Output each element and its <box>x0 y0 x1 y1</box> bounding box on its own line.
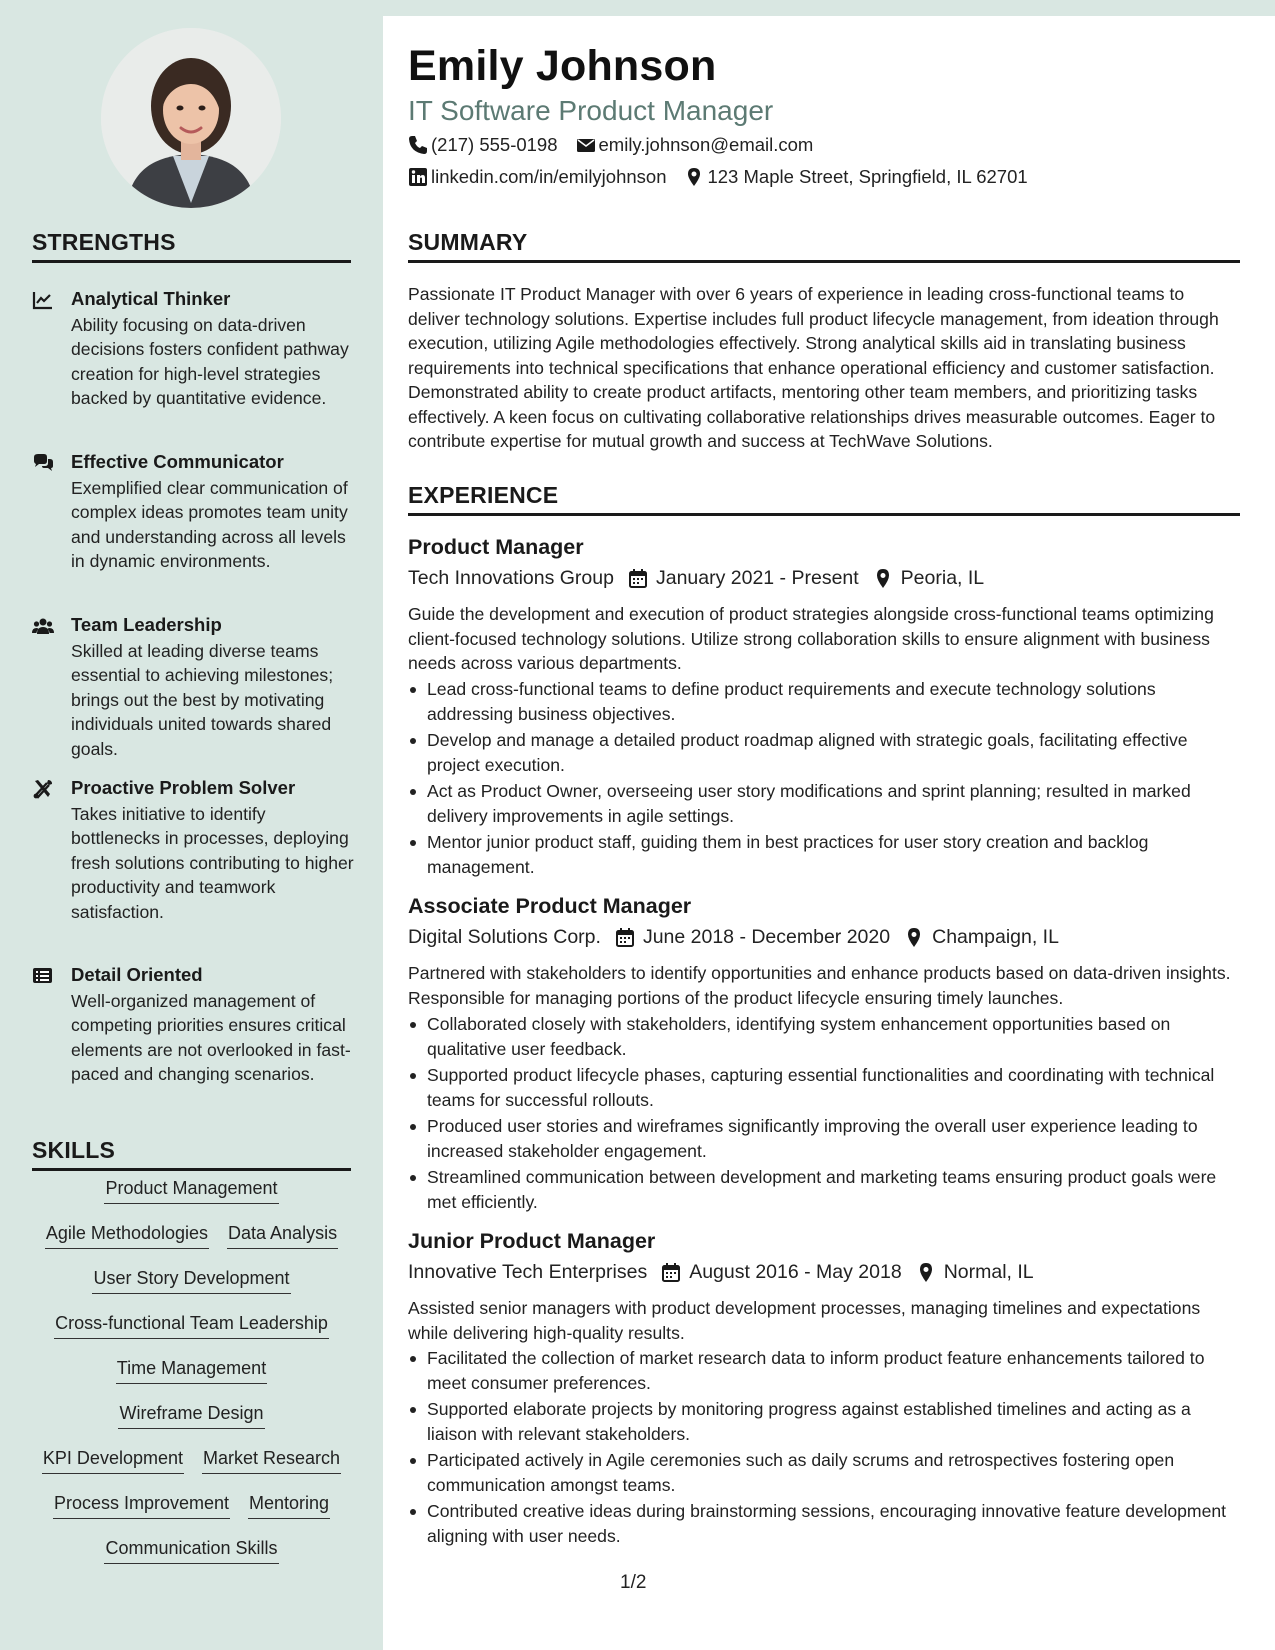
strength-desc: Well-organized management of competing priorities ensures critical elements are not overlooked in fast-paced and changing scenarios. <box>71 991 351 1085</box>
phone-text: (217) 555-0198 <box>431 134 558 155</box>
users-icon <box>32 616 54 636</box>
job-summary: Assisted senior managers with product development processes, managing timelines and expectations while delivering high-quality results. <box>408 1298 1201 1343</box>
bullet-item: Contributed creative ideas during brainstorming sessions, encouraging innovative feature development aligning with user needs. <box>408 1499 1240 1548</box>
strengths-heading: STRENGTHS <box>32 229 351 263</box>
summary-heading: SUMMARY <box>408 229 1240 263</box>
bullet-item: Supported product lifecycle phases, capturing essential functionalities and coordinating with technical teams for successful rollouts. <box>408 1063 1240 1112</box>
email-text: emily.johnson@email.com <box>598 134 814 155</box>
strength-title: Detail Oriented <box>71 964 203 985</box>
strength-desc: Takes initiative to identify bottlenecks in processes, deploying fresh solutions contributing to higher productivity and teamwork satisfaction. <box>71 804 354 922</box>
bullet-item: Supported elaborate projects by monitoring progress against established timelines and acting as a liaison with relevant stakeholders. <box>408 1397 1240 1446</box>
job-dates: August 2016 - May 2018 <box>689 1261 902 1283</box>
skill-tag: Mentoring <box>248 1492 330 1519</box>
linkedin-icon <box>408 167 428 187</box>
job-company: Tech Innovations Group <box>408 567 614 589</box>
strength-title: Effective Communicator <box>71 451 284 472</box>
tools-icon <box>32 779 54 799</box>
bullet-item: Act as Product Owner, overseeing user story modifications and sprint planning; resulted in marked delivery improvements in agile settings. <box>408 779 1240 828</box>
job-location: Normal, IL <box>943 1261 1034 1283</box>
location-pin-icon <box>916 1262 936 1283</box>
skill-tag: Process Improvement <box>53 1492 230 1519</box>
bullet-item: Collaborated closely with stakeholders, identifying system enhancement opportunities based on qualitative user feedback. <box>408 1012 1240 1061</box>
job-company: Innovative Tech Enterprises <box>408 1261 648 1283</box>
skill-tag: Wireframe Design <box>118 1402 264 1429</box>
job-dates: June 2018 - December 2020 <box>642 926 891 948</box>
page-number: 1/2 <box>620 1572 647 1593</box>
skill-tag: Cross-functional Team Leadership <box>54 1312 329 1339</box>
skill-tag: Market Research <box>202 1447 341 1474</box>
bullet-item: Streamlined communication between development and marketing teams ensuring product goals were met efficiently. <box>408 1165 1240 1214</box>
bullet-item: Develop and manage a detailed product roadmap aligned with strategic goals, facilitating effective project execution. <box>408 728 1240 777</box>
skills-heading: SKILLS <box>32 1137 351 1171</box>
candidate-name: Emily Johnson <box>408 42 717 90</box>
job-role: Associate Product Manager <box>408 894 692 918</box>
phone-icon <box>408 135 428 155</box>
job-location: Peoria, IL <box>900 567 985 589</box>
skill-tag: KPI Development <box>42 1447 184 1474</box>
email-icon <box>576 135 596 155</box>
job-role: Junior Product Manager <box>408 1229 656 1253</box>
sidebar <box>0 0 383 1650</box>
job-bullets <box>408 1012 1240 1216</box>
job-role: Product Manager <box>408 535 584 559</box>
strength-title: Team Leadership <box>71 614 222 635</box>
location-pin-icon <box>684 167 704 187</box>
candidate-title: IT Software Product Manager <box>408 95 774 126</box>
job-meta <box>408 567 984 590</box>
strength-desc: Ability focusing on data-driven decisions fosters confident pathway creation for high-level strategies backed by quantitative evidence. <box>71 315 349 409</box>
job-location: Champaign, IL <box>932 926 1059 948</box>
summary-text: Passionate IT Product Manager with over 6 years of experience in leading cross-functional teams to deliver technology solutions. Expertise includes full product lifecycle management, from ideation through execution, utilizing Agile methodologies effectively. Strong analytical skills aid in translating business requirements into technical specifications that enhance operational efficiency and customer satisfaction. Demonstrated ability to create product artifacts, mentoring other team members, and prioritizing tasks effectively. A keen focus on cultivating collaborative relationships drives measurable outcomes. Eager to contribute expertise for mutual growth and success at TechWave Solutions. <box>408 284 1219 451</box>
job-company: Digital Solutions Corp. <box>408 926 601 948</box>
skill-tag: Product Management <box>104 1177 278 1204</box>
calendar-icon <box>661 1262 681 1283</box>
bullet-item: Participated actively in Agile ceremonies such as daily scrums and retrospectives fostering open communication amongst teams. <box>408 1448 1240 1497</box>
job-bullets <box>408 677 1240 881</box>
skill-tag: User Story Development <box>92 1267 290 1294</box>
job-dates: January 2021 - Present <box>655 567 859 589</box>
location-pin-icon <box>873 568 893 589</box>
linkedin-text: linkedin.com/in/emilyjohnson <box>431 166 667 187</box>
skill-tag: Data Analysis <box>227 1222 338 1249</box>
strength-desc: Exemplified clear communication of complex ideas promotes team unity and understanding across all levels in dynamic environments. <box>71 478 348 572</box>
skill-tag: Communication Skills <box>104 1537 278 1564</box>
address-text: 123 Maple Street, Springfield, IL 62701 <box>707 166 1028 187</box>
list-icon <box>32 966 54 986</box>
calendar-icon <box>615 927 635 948</box>
strength-title: Analytical Thinker <box>71 288 231 309</box>
location-pin-icon <box>904 927 924 948</box>
bullet-item: Facilitated the collection of market research data to inform product feature enhancements tailored to meet consumer preferences. <box>408 1346 1240 1395</box>
skill-tag: Agile Methodologies <box>45 1222 209 1249</box>
job-bullets <box>408 1346 1240 1550</box>
strength-desc: Skilled at leading diverse teams essential to achieving milestones; brings out the best by motivating individuals united towards shared goals. <box>71 641 334 759</box>
chat-bubbles-icon <box>32 453 54 473</box>
profile-photo <box>101 28 281 208</box>
contact-line-2 <box>408 166 1028 188</box>
skills-list <box>32 1177 351 1582</box>
contact-line-1 <box>408 134 813 156</box>
job-meta <box>408 1261 1034 1284</box>
bullet-item: Mentor junior product staff, guiding them in best practices for user story creation and backlog management. <box>408 830 1240 879</box>
job-summary: Partnered with stakeholders to identify opportunities and enhance products based on data-driven insights. Responsible for managing portions of the product lifecycle ensuring timely launches. <box>408 963 1231 1008</box>
bullet-item: Lead cross-functional teams to define product requirements and execute technology solutions addressing business objectives. <box>408 677 1240 726</box>
strength-title: Proactive Problem Solver <box>71 777 296 798</box>
job-summary: Guide the development and execution of product strategies alongside cross-functional teams optimizing client-focused technology solutions. Utilize strong collaboration skills to ensure alignment with business needs across various departments. <box>408 604 1214 673</box>
chart-line-icon <box>32 290 54 310</box>
job-meta <box>408 926 1059 949</box>
skill-tag: Time Management <box>116 1357 267 1384</box>
experience-heading: EXPERIENCE <box>408 482 1240 516</box>
calendar-icon <box>628 568 648 589</box>
bullet-item: Produced user stories and wireframes significantly improving the overall user experience leading to increased stakeholder engagement. <box>408 1114 1240 1163</box>
